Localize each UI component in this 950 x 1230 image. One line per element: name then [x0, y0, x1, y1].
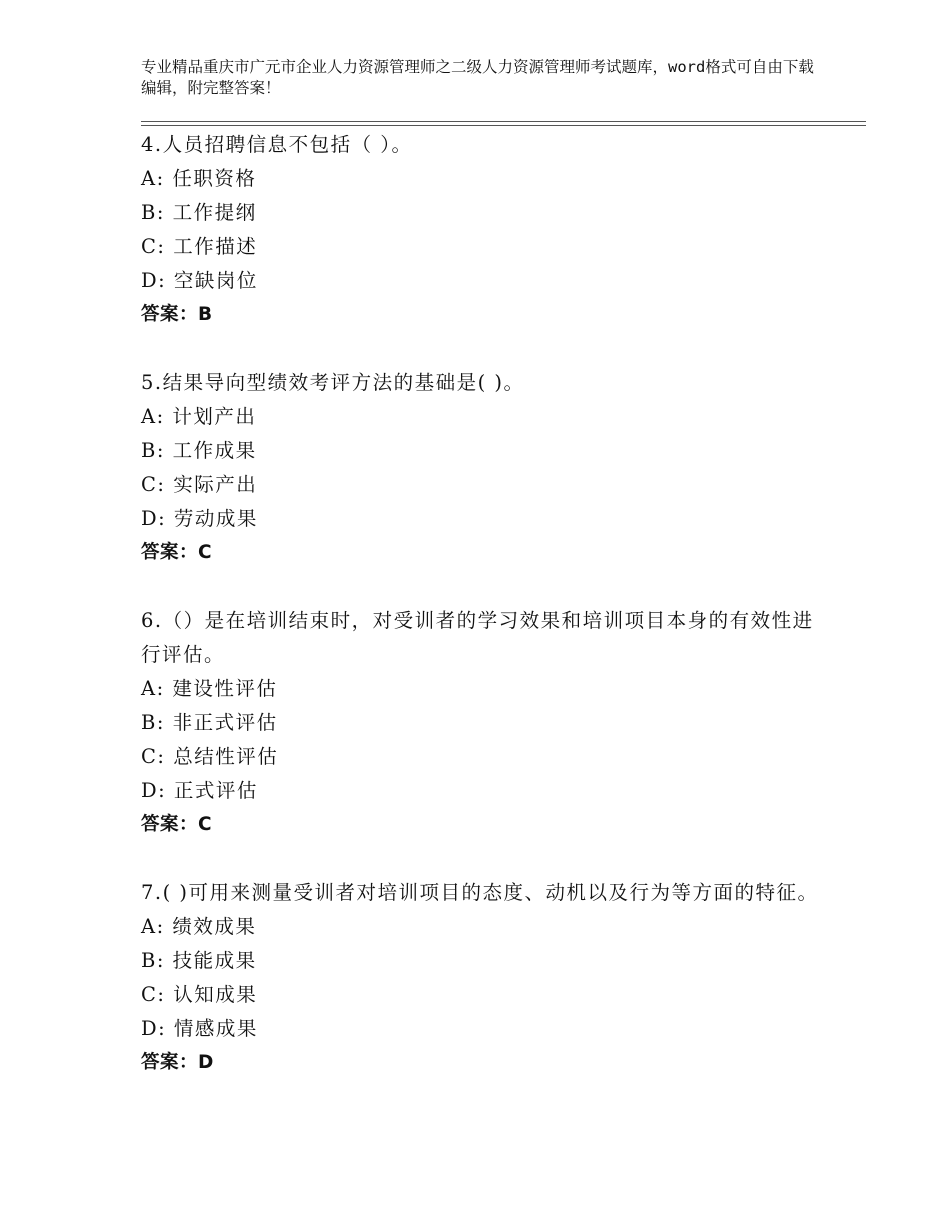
option-text: 实际产出 — [173, 473, 258, 496]
option-text: 总结性评估 — [173, 745, 279, 768]
option-text: 技能成果 — [172, 949, 257, 972]
option-c — [141, 978, 821, 1012]
option-a — [141, 672, 821, 706]
option-text: 情感成果 — [173, 1017, 258, 1040]
option-letter: D: — [141, 269, 167, 292]
option-text: 计划产出 — [172, 405, 257, 428]
question-7 — [141, 876, 821, 1080]
question-list — [141, 128, 821, 1114]
option-text: 空缺岗位 — [173, 269, 258, 292]
option-text: 建设性评估 — [172, 677, 278, 700]
option-text: 非正式评估 — [172, 711, 278, 734]
option-letter: C: — [141, 235, 166, 258]
option-b — [141, 706, 821, 740]
option-d — [141, 1012, 821, 1046]
option-letter: C: — [141, 983, 166, 1006]
header-divider-top — [141, 121, 866, 122]
option-letter: D: — [141, 1017, 167, 1040]
option-letter: B: — [141, 201, 165, 224]
header-divider-bottom — [141, 125, 866, 126]
option-text: 认知成果 — [173, 983, 258, 1006]
option-text: 绩效成果 — [172, 915, 257, 938]
option-b — [141, 944, 821, 978]
option-letter: A: — [141, 405, 165, 428]
option-letter: B: — [141, 711, 165, 734]
option-letter: D: — [141, 779, 167, 802]
option-a — [141, 400, 821, 434]
option-a — [141, 910, 821, 944]
option-letter: A: — [141, 677, 165, 700]
option-text: 工作描述 — [173, 235, 258, 258]
option-letter: B: — [141, 949, 165, 972]
option-letter: A: — [141, 915, 165, 938]
option-text: 正式评估 — [173, 779, 258, 802]
question-stem: 4.人员招聘信息不包括（ ）。 — [141, 133, 413, 156]
option-c — [141, 740, 821, 774]
document-header: 专业精品重庆市广元市企业人力资源管理师之二级人力资源管理师考试题库，word格式可自由下载编辑，附完整答案！ — [141, 58, 814, 97]
answer-line: 答案：C — [141, 814, 213, 835]
option-a — [141, 162, 821, 196]
option-c — [141, 468, 821, 502]
answer-line: 答案：C — [141, 542, 213, 563]
option-letter: B: — [141, 439, 165, 462]
option-text: 工作提纲 — [172, 201, 257, 224]
question-stem: 6.（）是在培训结束时，对受训者的学习效果和培训项目本身的有效性进行评估。 — [141, 609, 814, 666]
question-stem: 7.( )可用来测量受训者对培训项目的态度、动机以及行为等方面的特征。 — [141, 881, 819, 904]
question-5 — [141, 366, 821, 570]
question-6 — [141, 604, 821, 842]
option-c — [141, 230, 821, 264]
option-d — [141, 264, 821, 298]
option-d — [141, 774, 821, 808]
option-text: 劳动成果 — [173, 507, 258, 530]
question-4 — [141, 128, 821, 332]
answer-line: 答案：D — [141, 1052, 214, 1073]
option-b — [141, 196, 821, 230]
option-b — [141, 434, 821, 468]
option-letter: C: — [141, 473, 166, 496]
option-text: 工作成果 — [172, 439, 257, 462]
answer-line: 答案：B — [141, 304, 213, 325]
question-stem: 5.结果导向型绩效考评方法的基础是( )。 — [141, 371, 525, 394]
option-letter: A: — [141, 167, 165, 190]
option-text: 任职资格 — [172, 167, 257, 190]
option-letter: D: — [141, 507, 167, 530]
option-letter: C: — [141, 745, 166, 768]
option-d — [141, 502, 821, 536]
